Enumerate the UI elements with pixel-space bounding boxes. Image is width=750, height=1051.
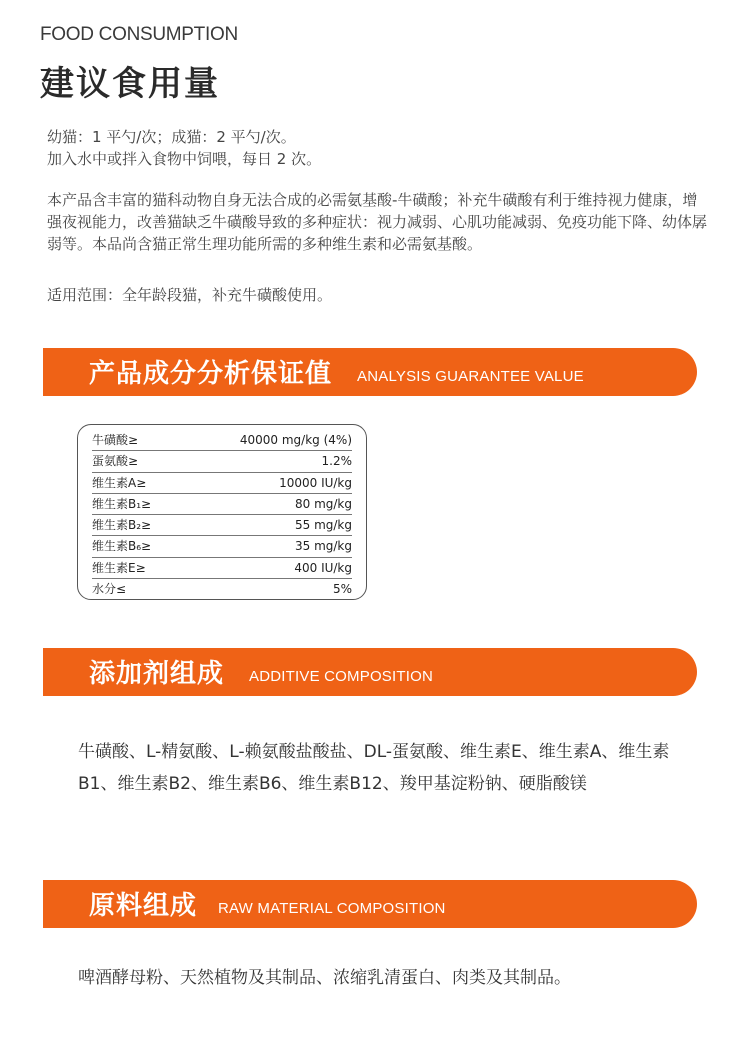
nutrient-name: 维生素A≥ [92,475,147,490]
table-row [92,473,352,494]
table-row [92,515,352,536]
raw-title-cn: 原料组成 [89,891,198,921]
additive-title-en: ADDITIVE COMPOSITION [249,668,434,685]
feeding-line-1: 幼猫：1 平勺/次；成猫：2 平勺/次。 [47,128,296,146]
table-row [92,579,352,599]
nutrient-name: 牛磺酸≥ [92,433,139,447]
raw-banner [43,880,697,928]
table-row [92,451,352,472]
analysis-title-en: ANALYSIS GUARANTEE VALUE [357,368,584,385]
nutrient-name: 水分≤ [92,582,127,597]
header-title-en: FOOD CONSUMPTION [40,24,238,45]
nutrient-value: 1.2% [321,454,352,469]
feeding-instructions [47,126,707,170]
raw-list: 啤酒酵母粉、天然植物及其制品、浓缩乳清蛋白、肉类及其制品。 [78,968,571,988]
nutrient-value: 10000 IU/kg [279,475,352,490]
product-description: 本产品含丰富的猫科动物自身无法合成的必需氨基酸-牛磺酸；补充牛磺酸有利于维持视力健康，增强夜视能力，改善猫缺乏牛磺酸导致的多种症状：视力减弱、心肌功能减弱、免疫功能下降、幼体孱弱等。本品尚含猫正常生理功能所需的多种维生素和必需氨基酸。 [47,191,708,253]
nutrient-value: 400 IU/kg [294,560,352,575]
additive-title-cn: 添加剂组成 [89,659,225,689]
nutrient-name: 蛋氨酸≥ [92,454,139,469]
table-row [92,536,352,557]
table-row [92,430,352,451]
nutrient-name: 维生素E≥ [92,560,146,575]
header-title-cn: 建议食用量 [40,64,220,104]
additive-list: 牛磺酸、L-精氨酸、L-赖氨酸盐酸盐、DL-蛋氨酸、维生素E、维生素A、维生素B1、维生素B2、维生素B6、维生素B12、羧甲基淀粉钠、硬脂酸镁 [78,742,670,794]
nutrient-name: 维生素B₂≥ [92,518,152,533]
analysis-title-cn: 产品成分分析保证值 [89,359,333,389]
usage-scope: 适用范围：全年龄段猫，补充牛磺酸使用。 [47,286,333,304]
nutrient-value: 40000 mg/kg (4%) [239,433,352,447]
nutrient-name: 维生素B₆≥ [92,539,152,554]
nutrient-value: 55 mg/kg [295,518,352,533]
additive-banner [43,648,697,696]
nutrient-value: 80 mg/kg [295,496,352,511]
analysis-banner [43,348,697,396]
feeding-line-2: 加入水中或拌入食物中饲喂，每日 2 次。 [47,150,322,168]
raw-title-en: RAW MATERIAL COMPOSITION [218,900,446,917]
nutrient-value: 5% [332,582,352,597]
analysis-table [77,424,367,600]
nutrient-name: 维生素B₁≥ [92,496,152,511]
table-row [92,558,352,579]
nutrient-value: 35 mg/kg [295,539,352,554]
table-row [92,494,352,515]
